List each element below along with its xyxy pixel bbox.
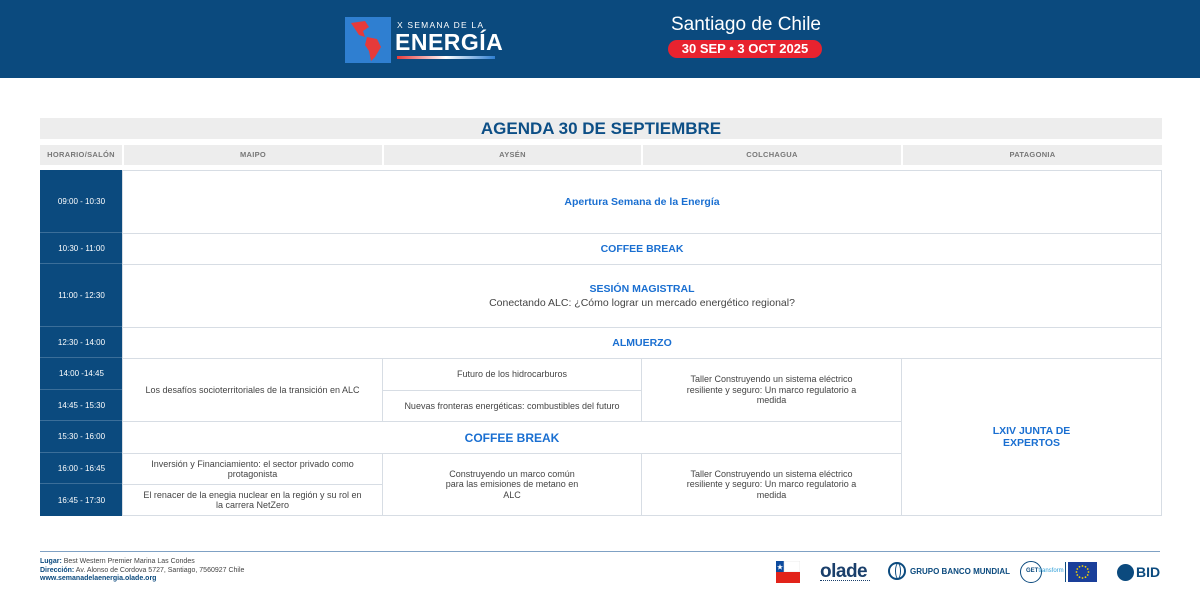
session-apertura[interactable]: [122, 170, 1162, 234]
bid-mark-icon: [1117, 564, 1134, 581]
session-magistral[interactable]: [122, 264, 1162, 328]
world-bank-logo[interactable]: [888, 562, 1010, 580]
lunch-label: ALMUERZO: [612, 337, 672, 349]
time-slot: 16:00 - 16:45: [40, 453, 123, 484]
event-city: Santiago de Chile: [671, 14, 821, 35]
session-title: Los desafíos socioterritoriales de la transición en ALC: [145, 384, 360, 395]
venue-value: Best Western Premier Marina Las Condes: [63, 558, 195, 565]
event-logo[interactable]: [345, 17, 504, 63]
coffee-break-row: [122, 233, 1162, 265]
website-link[interactable]: www.semanadelaenergia.olade.org: [40, 575, 157, 582]
session-maipo-inversion[interactable]: [122, 453, 383, 485]
address-label: Dirección:: [40, 566, 75, 574]
column-header-time: HORARIO/SALÓN: [40, 145, 122, 165]
session-aysen-combustibles[interactable]: [382, 390, 642, 422]
session-title: SESIÓN MAGISTRAL: [589, 283, 695, 295]
session-title: Taller Construyendo un sistema eléctrico resiliente y seguro: Un marco regulatorio a medida: [686, 374, 857, 406]
column-header-patagonia: PATAGONIA: [903, 145, 1162, 165]
session-title: El renacer de la enegia nuclear en la región y su rol en la carrera NetZero: [143, 489, 362, 510]
time-slot: 09:00 - 10:30: [40, 170, 123, 233]
americas-map-icon: [345, 17, 391, 63]
time-slot: 16:45 - 17:30: [40, 484, 123, 516]
session-title: Futuro de los hidrocarburos: [456, 369, 568, 380]
break-label: COFFEE BREAK: [600, 243, 684, 255]
session-title: Taller Construyendo un sistema eléctrico resiliente y seguro: Un marco regulatorio a medida: [686, 468, 857, 500]
time-slot: 14:45 - 15:30: [40, 390, 123, 421]
olade-logo-underline: [820, 580, 870, 583]
footer-divider: [40, 551, 1160, 552]
venue-info: [40, 558, 244, 584]
event-dates-badge: 30 SEP • 3 OCT 2025: [668, 40, 822, 58]
time-slot: 15:30 - 16:00: [40, 421, 123, 453]
session-patagonia-junta[interactable]: [901, 358, 1162, 516]
bid-logo[interactable]: [1117, 563, 1160, 581]
address-value: Av. Alonso de Cordova 5727, Santiago, 7560927 Chile: [75, 566, 245, 574]
column-header-colchagua: COLCHAGUA: [643, 145, 901, 165]
olade-logo[interactable]: olade: [820, 561, 868, 582]
venue-label: Lugar:: [40, 558, 62, 565]
break-label: COFFEE BREAK: [464, 430, 560, 445]
agenda-title: AGENDA 30 DE SEPTIEMBRE: [40, 118, 1162, 139]
time-slot: 10:30 - 11:00: [40, 233, 123, 264]
world-bank-label: GRUPO BANCO MUNDIAL: [910, 566, 1010, 576]
logo-underline: [397, 56, 495, 59]
time-slot: 11:00 - 12:30: [40, 264, 123, 327]
eu-flag-logo[interactable]: [1068, 562, 1097, 582]
session-aysen-hidrocarburos[interactable]: [382, 358, 642, 391]
coffee-break-row: [122, 421, 902, 454]
session-subtitle: Conectando ALC: ¿Cómo lograr un mercado energético regional?: [489, 297, 795, 309]
globe-icon: [888, 562, 906, 580]
session-colchagua-taller-1[interactable]: [641, 358, 902, 422]
column-header-aysen: AYSÉN: [384, 145, 641, 165]
session-colchagua-taller-2[interactable]: [641, 453, 902, 516]
session-title: Inversión y Financiamiento: el sector privado como protagonista: [151, 458, 354, 479]
page-header: [0, 0, 1200, 78]
session-title: Apertura Semana de la Energía: [564, 196, 720, 208]
logo-separator: [1065, 562, 1066, 582]
logo-title: ENERGÍA: [395, 29, 504, 55]
column-header-maipo: MAIPO: [124, 145, 382, 165]
time-slot: 14:00 -14:45: [40, 358, 123, 390]
lunch-row: [122, 327, 1162, 359]
bid-label: BID: [1136, 564, 1161, 580]
chile-government-logo[interactable]: [776, 561, 800, 583]
get-label: GETtransform: [1026, 568, 1064, 574]
session-title: Nuevas fronteras energéticas: combustibles del futuro: [404, 400, 620, 411]
session-maipo-nuclear[interactable]: [122, 484, 383, 516]
time-slot: 12:30 - 14:00: [40, 327, 123, 358]
session-maipo-desafios[interactable]: [122, 358, 383, 422]
session-title: LXIV JUNTA DE EXPERTOS: [992, 425, 1071, 449]
get-transform-logo[interactable]: [1020, 561, 1064, 583]
session-title: Construyendo un marco común para las emisiones de metano en ALC: [445, 468, 579, 500]
logo-subtitle: X SEMANA DE LA: [397, 20, 485, 30]
session-aysen-metano[interactable]: [382, 453, 642, 516]
